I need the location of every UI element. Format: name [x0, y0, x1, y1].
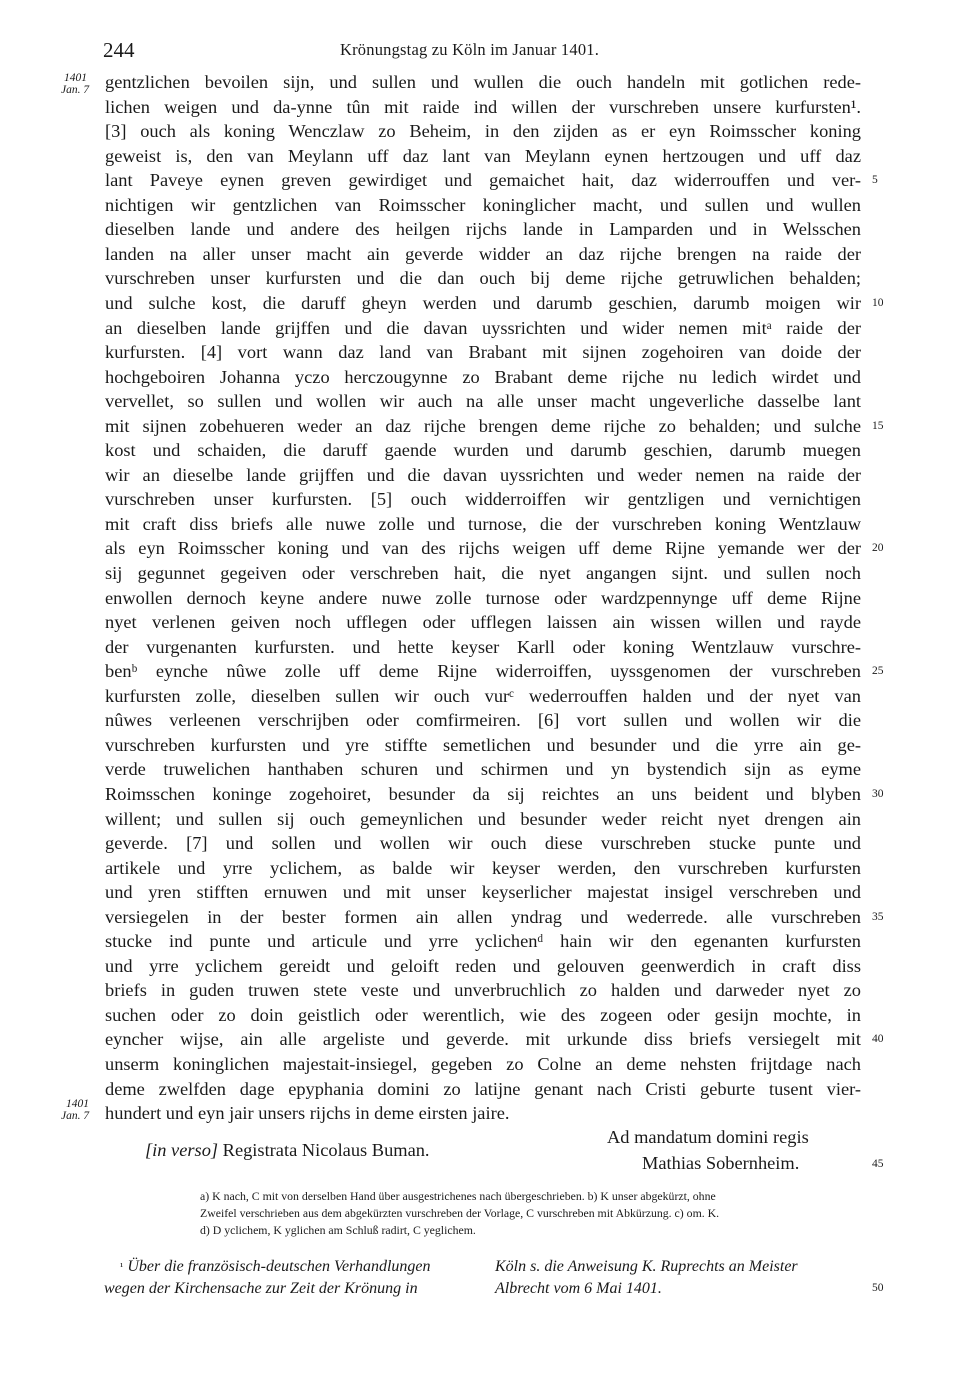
text-line: nyet verlenen geiven noch ufflegen oder ufflegen laissen ain wissen willen und rayde [105, 612, 861, 633]
mandatum-line: Ad mandatum domini regis [607, 1127, 809, 1147]
page-number: 244 [103, 38, 135, 62]
text-line: Roimsschen koninge zogehoiret, besunder da sij reichtes an uns beident und blyben [105, 783, 861, 804]
text-line: hundert und eyn jair unsers rijchs in deme eirsten jaire. [105, 1103, 510, 1124]
text-line: mit craft diss briefs alle nuwe zolle und turnose, die der vurschreben koning Wentzlauw [105, 513, 861, 534]
critical-apparatus [200, 1188, 863, 1239]
text-line: als eyn Roimsscher koning und van des rijchs weigen uff deme Rijne yemande wer der [105, 538, 861, 559]
endnote-text: Über die französisch-deutschen Verhandlungen [127, 1258, 431, 1275]
endnote-line: wegen der Kirchensache zur Zeit der Krönung in [104, 1280, 418, 1297]
text-line: geverde. [7] und sollen und wollen wir ouch diese vurschreben stucke punte und [105, 833, 861, 854]
text-line: suchen oder zo doin geistlich oder werentlich, wie des zogeen oder gesijn mochte, in [105, 1004, 861, 1025]
text-line: vervellet, so sullen und wollen wir auch na alle unser macht ungeverliche dasselbe lant [105, 391, 861, 412]
text-line: nûwes verleenen verschrijben oder comfirmeiren. [6] vort sullen und wollen wir die [105, 710, 861, 731]
text-line: vurschreben kurfursten und yre stiffte semetlichen und besunder und die yrre ain ge- [105, 734, 861, 755]
text-line: wir an dieselbe lande grijffen und die davan uyssrichten und weder nemen na raide der [105, 464, 861, 485]
text-line: kurfursten zolle, dieselben sullen wir ouch vurᶜ wederrouffen halden und der nyet van [105, 685, 861, 706]
margin-day-top: Jan. 7 [61, 84, 90, 96]
registrata-text: Registrata Nicolaus Buman. [222, 1140, 430, 1160]
text-line: an dieselben lande grijffen und die davan uyssrichten und wider nemen mitᵃ raide der [105, 317, 861, 338]
text-line: unserm koninglichen majestait-insiegel, gegeben zo Colne an deme nehsten frijtdage nach [105, 1054, 861, 1074]
line-number: 30 [872, 787, 884, 800]
registrata-note [145, 1140, 430, 1161]
text-line: [3] ouch als koning Wenczlaw zo Beheim, in den zijden as er eyn Roimsscher koning [105, 121, 861, 142]
text-line: deme zwelfden dage epyphania domini zo latijne genant nach Cristi geburte tusent vier- [105, 1078, 861, 1099]
margin-date-top [61, 72, 90, 96]
footnote-line: Zweifel verschrieben aus dem abgekürzten vurschreben der Vorlage, C vurschreben mit Abkürzung. c) om. K. [200, 1206, 720, 1220]
footnote-line: d) D yclichem, K yglichen am Schluß radirt, C yeglichem. [200, 1223, 476, 1237]
in-verso-label: [in verso] [145, 1140, 219, 1160]
text-line: willent; und sullen sij ouch gemeynlichen und besunder weder reicht nyet drengen ain [105, 808, 861, 829]
margin-year-top: 1401 [64, 72, 87, 84]
endnote-marker: ¹ [120, 1261, 124, 1273]
line-number: 40 [872, 1033, 884, 1046]
line-number: 5 [872, 174, 878, 187]
footnote-line: a) K nach, C mit von derselben Hand über ausgestrichenes nach übergeschrieben. b) K unser abgekürzt, ohne [200, 1189, 716, 1203]
text-line: landen na aller unser macht ain geverde widder an daz rijche brengen na raide der [105, 243, 861, 264]
line-number: 35 [872, 910, 884, 923]
text-line: und sulche kost, die daruff gheyn werden und darumb geschien, darumb moigen wir [105, 292, 861, 313]
margin-year-bottom: 1401 [66, 1098, 89, 1110]
endnote-line [120, 1256, 431, 1278]
margin-day-bottom: Jan. 7 [61, 1110, 90, 1122]
line-number: 25 [872, 665, 884, 678]
endnote-line: Köln s. die Anweisung K. Ruprechts an Meister [495, 1258, 798, 1275]
text-line: verde truwelichen hanthaben schuren und schirmen und yn bystendich sijn as eyme [105, 759, 861, 780]
text-line: dieselben lande und andere des heilgen rijchs lande in Lamparden und in Welsschen [105, 219, 861, 240]
text-line: kost und schaiden, die daruff gaende wurden und darumb geschien, darumb muegen [105, 440, 861, 461]
text-line: stucke ind punte und articule und yrre yclichenᵈ hain wir den egenanten kurfursten [105, 931, 861, 952]
text-line: vurschreben unser kurfursten. [5] ouch widderroiffen wir gentzligen und vernichtigen [105, 489, 861, 510]
line-number: 20 [872, 542, 884, 555]
page-running-title: Krönungstag zu Köln im Januar 1401. [340, 40, 600, 59]
signer-name: Mathias Sobernheim. [642, 1153, 800, 1173]
text-line: und yren stifften ernuwen und mit unser keyserlicher majestat insigel verschreben und [105, 882, 861, 903]
text-line: mit sijnen zobehueren weder an daz rijche brengen deme rijche zo behalden; und sulche [105, 415, 861, 436]
margin-date-bottom [61, 1098, 90, 1122]
text-line: enwollen dernoch keyne andere nuwe zolle turnose oder wardzpennynge uff deme Rijne [105, 587, 861, 608]
text-line: lichen weigen und da-ynne tûn mit raide ind willen der vurschreben unsere kurfursten¹. [105, 96, 861, 117]
line-number: 15 [872, 419, 884, 432]
text-line: artikele und yrre yclichem, as balde wir keyser werden, den vurschreben kurfursten [105, 857, 861, 878]
endnote-left-column [104, 1256, 431, 1300]
text-line: kurfursten. [4] vort wann daz land van Brabant mit sijnen zogehoiren van doide der [105, 342, 861, 363]
text-line: geweist is, den van Meylann uff daz lant van Meylann eynen hertzougen und uff daz [105, 145, 861, 166]
line-number: 10 [872, 296, 884, 309]
text-line: der vurgenanten kurfursten. und hette keyser Karll oder koning Wentzlauw vurschre- [105, 636, 861, 657]
endnote-right-column [495, 1256, 798, 1300]
line-number: 45 [872, 1158, 884, 1170]
text-line: vurschreben unser kurfursten und die dan ouch bij deme rijche getruwlichen behalden; [105, 268, 861, 289]
text-line: eyncher wijse, ain alle argeliste und geverde. mit urkunde diss briefs versiegelt mit [105, 1029, 861, 1050]
text-line: briefs in guden truwen stete veste und unverbruchlich zo halden und darweder nyet zo [105, 980, 861, 1001]
text-line: versiegelen in der bester formen ain allen yndrag und wederrede. alle vurschreben [105, 906, 861, 927]
text-line: und yrre yclichem gereidt und geloift reden und gelouven geenwerdich in craft diss [105, 955, 861, 976]
text-line: benᵇ eynche nûwe zolle uff deme Rijne widerroiffen, uyssgenomen der vurschreben [105, 661, 861, 682]
endnote-line: Albrecht vom 6 Mai 1401. [495, 1280, 662, 1297]
text-line: sij gegunnet gegeiven oder verschreben hait, die nyet angangen sijnt. und sullen noch [105, 563, 861, 583]
text-line: nichtigen wir gentzlichen van Roimsscher koninglicher macht, und sullen und wullen [105, 194, 861, 215]
text-line: hochgeboiren Johanna yczo herczougynne zo Brabant deme rijche nu ledich wirdet und [105, 366, 861, 387]
text-line: lant Paveye eynen greven gewirdiget und gemaichet hait, daz widerrouffen und ver- [105, 170, 861, 191]
line-number: 50 [872, 1282, 884, 1294]
text-line: gentzlichen bevoilen sijn, und sullen und wullen die ouch handeln mit gotlichen rede- [105, 72, 861, 92]
